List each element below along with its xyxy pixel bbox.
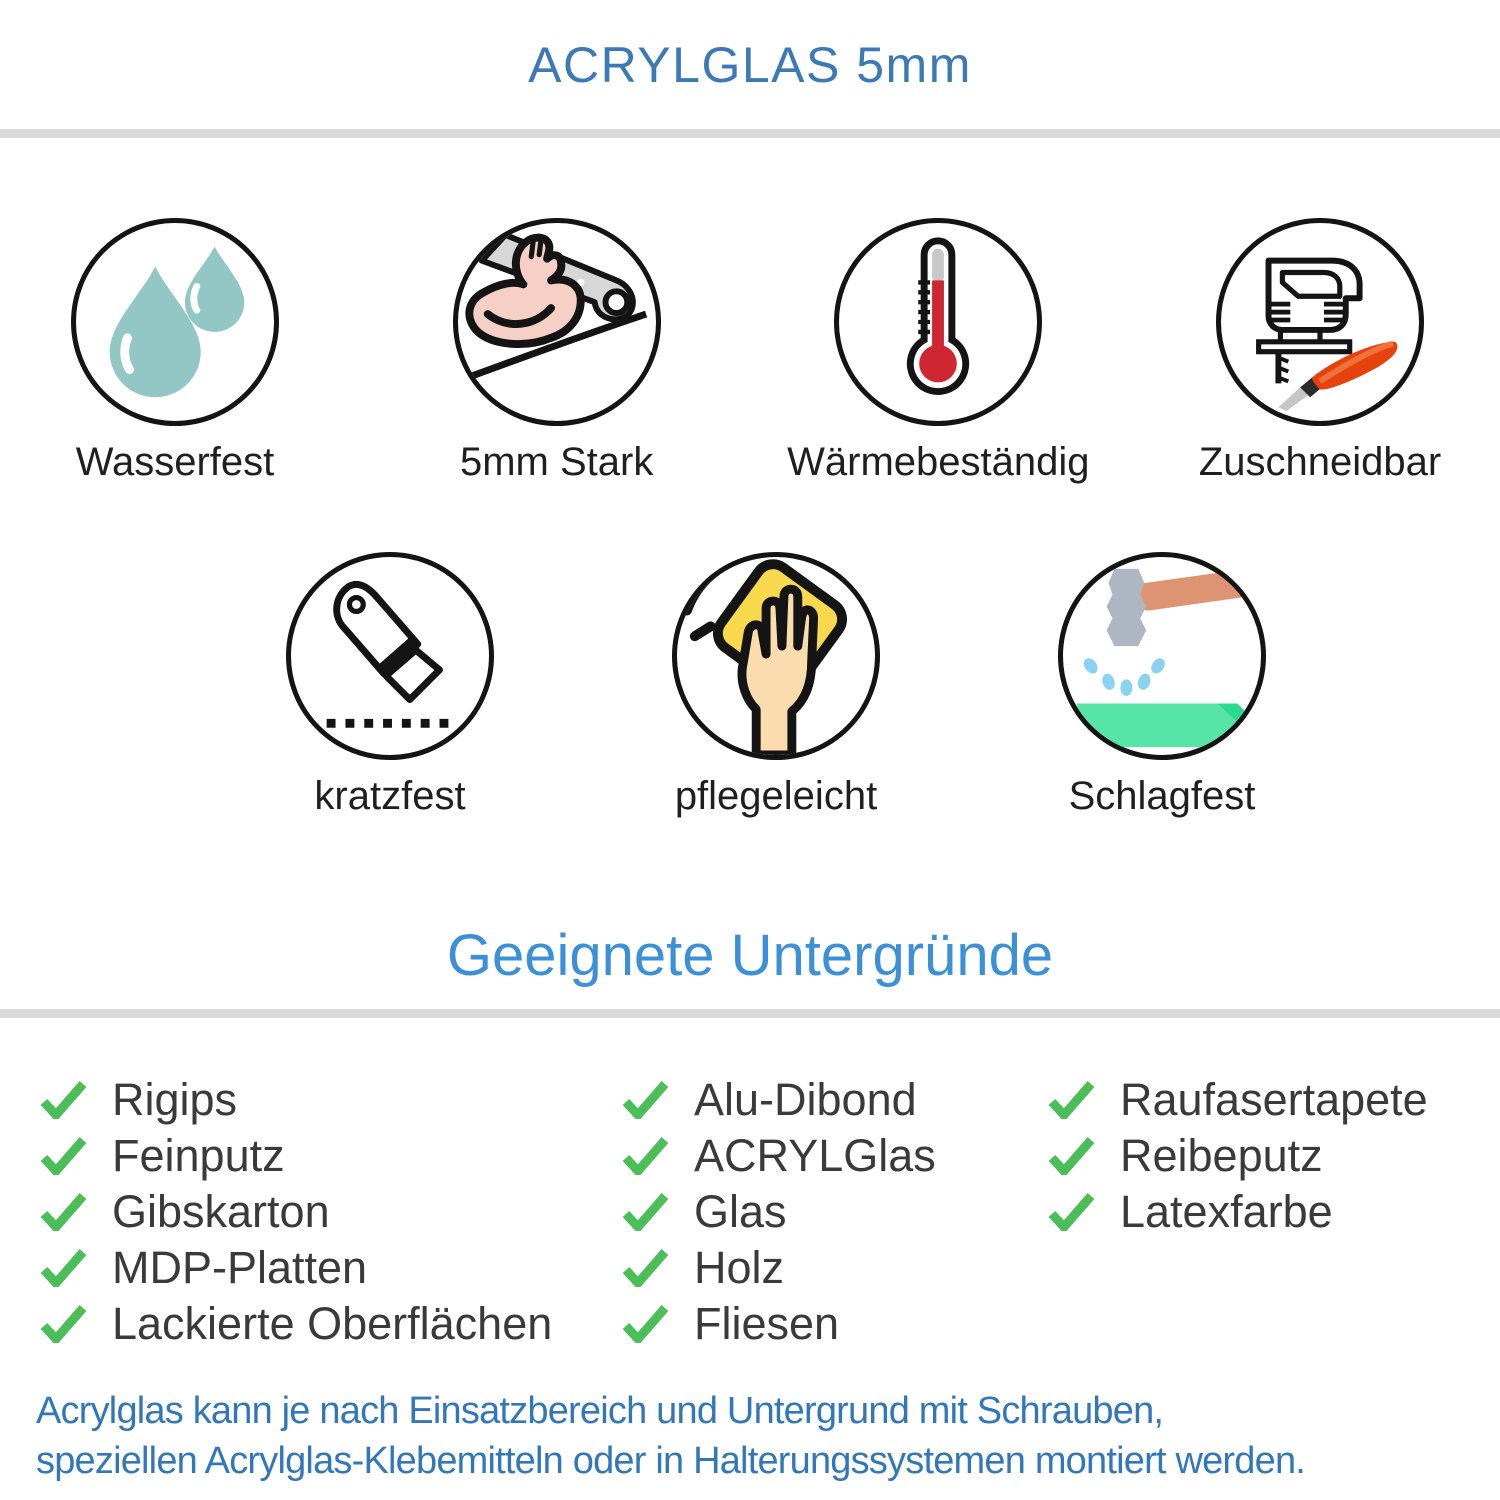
feature-label: Schlagfest	[1068, 774, 1256, 818]
substrate-label: Fliesen	[694, 1298, 840, 1349]
list-item	[622, 1184, 936, 1240]
feature-label: Wärmebeständig	[787, 440, 1090, 484]
substrate-label: Holz	[694, 1242, 785, 1293]
feature-label: pflegeleicht	[674, 774, 878, 818]
substrate-label: Feinputz	[112, 1130, 285, 1181]
page-title: ACRYLGLAS 5mm	[528, 37, 972, 93]
mounting-note-line2: speziellen Acrylglas-Klebemitteln oder in Halterungssystemen montiert werden.	[36, 1440, 1306, 1482]
check-icon	[622, 1081, 669, 1119]
check-icon	[40, 1249, 87, 1287]
feature-label: Wasserfest	[75, 440, 275, 484]
check-icon	[622, 1249, 669, 1287]
list-item	[1048, 1184, 1428, 1240]
substrate-label: Raufasertapete	[1120, 1074, 1428, 1125]
hammer-icon	[1058, 552, 1266, 760]
jigsaw-icon	[1216, 218, 1424, 426]
feature-schlagfest	[1037, 552, 1287, 819]
feature-label: kratzfest	[314, 774, 466, 818]
check-icon	[1048, 1193, 1095, 1231]
check-icon	[40, 1081, 87, 1119]
check-icon	[40, 1137, 87, 1175]
utility-knife-icon	[286, 552, 494, 760]
check-icon	[622, 1193, 669, 1231]
list-item	[1048, 1128, 1428, 1184]
substrate-label: Lackierte Oberflächen	[112, 1298, 553, 1349]
feature-wasserfest	[50, 218, 300, 485]
feature-label: Zuschneidbar	[1198, 440, 1442, 484]
list-item	[40, 1296, 552, 1352]
substrate-label: Latexfarbe	[1120, 1186, 1333, 1237]
substrate-column-3	[1048, 1072, 1428, 1240]
section-title-untergruende: Geeignete Untergründe	[446, 923, 1054, 988]
substrate-label: Rigips	[112, 1074, 238, 1125]
substrate-column-1	[40, 1072, 552, 1352]
substrate-column-2	[622, 1072, 936, 1352]
check-icon	[1048, 1081, 1095, 1119]
check-icon	[622, 1305, 669, 1343]
flexed-arm-icon	[453, 218, 661, 426]
list-item	[40, 1128, 552, 1184]
water-drops-icon	[71, 218, 279, 426]
substrate-label: Reibeputz	[1120, 1130, 1323, 1181]
list-item	[40, 1072, 552, 1128]
substrate-label: Alu-Dibond	[694, 1074, 917, 1125]
list-item	[40, 1240, 552, 1296]
substrate-label: ACRYLGlas	[694, 1130, 936, 1181]
list-item	[622, 1240, 936, 1296]
feature-5mm-stark	[432, 218, 682, 485]
list-item	[622, 1296, 936, 1352]
thermometer-icon	[834, 218, 1042, 426]
features-row-2	[0, 552, 1500, 819]
list-item	[40, 1184, 552, 1240]
check-icon	[622, 1137, 669, 1175]
cleaning-hand-icon	[672, 552, 880, 760]
feature-label: 5mm Stark	[459, 440, 654, 484]
check-icon	[1048, 1137, 1095, 1175]
substrate-label: Gibskarton	[112, 1186, 330, 1237]
feature-waermebestaendig	[787, 218, 1090, 485]
feature-kratzfest	[265, 552, 515, 819]
divider-top	[0, 129, 1500, 138]
divider-mid	[0, 1009, 1500, 1018]
list-item	[622, 1072, 936, 1128]
mounting-note	[36, 1386, 1305, 1486]
substrate-label: Glas	[694, 1186, 787, 1237]
substrate-label: MDP-Platten	[112, 1242, 368, 1293]
features-row-1	[0, 218, 1500, 485]
mounting-note-line1: Acrylglas kann je nach Einsatzbereich und Untergrund mit Schrauben,	[36, 1390, 1164, 1432]
check-icon	[40, 1193, 87, 1231]
list-item	[1048, 1072, 1428, 1128]
feature-pflegeleicht	[651, 552, 901, 819]
list-item	[622, 1128, 936, 1184]
feature-zuschneidbar	[1195, 218, 1445, 485]
check-icon	[40, 1305, 87, 1343]
